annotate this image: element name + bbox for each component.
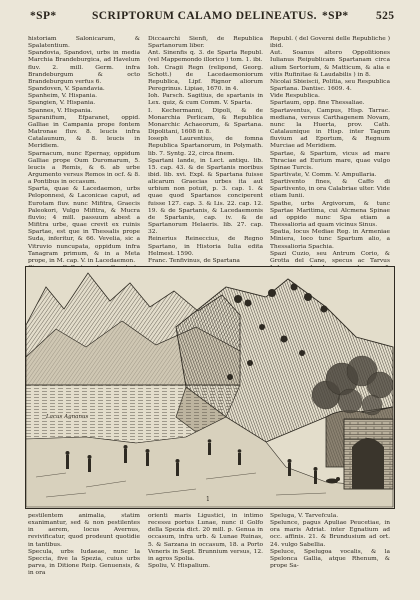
plate-numeral: 1 xyxy=(206,496,210,503)
header-left-mark: *SP* xyxy=(30,10,57,22)
entry-paragraph: Aut. Soanus altero Oppolitiones Iulianus Reipublicam Spartanam circa alium Sertorium, & Matticum, & alia e vitis Rufinitae & Laudabilis ) in 8. xyxy=(270,50,390,78)
header-title: SCRIPTORUM CALAMO DELINEATUS. xyxy=(92,10,317,22)
entry-paragraph: Republ. ( del Governi delle Republiche ) ibid. xyxy=(270,36,390,50)
entry-paragraph: Ant. Sinenfis q. 3. de Sparta Republ. (vel Mappemondo illorico ) tom. 1. ibi. xyxy=(148,50,263,64)
text-column-middle xyxy=(148,36,263,263)
entry-paragraph: Spangien, V. Hispania. xyxy=(28,100,96,107)
entry-paragraph: Spatia, locus Mediae Reg. in Armeniae Miniera, loco tunc Spartum alio, a Thessalioria Spachia. xyxy=(270,229,390,250)
entry-paragraph: I. Kechermanni, Dipoli, & de Monarchia Perlicam, & Republica Monarchic Achaeorum, & Spartana. Dipolitani, 1608 in 8. xyxy=(148,107,263,136)
landscape-engraving xyxy=(26,267,393,507)
text-column-right xyxy=(270,36,390,263)
entry-paragraph: Speluga, V. Tarvefcula. xyxy=(270,513,339,519)
entry-paragraph: Sparnacum, nunc Epernay, oppidum Galliae prope Oum Duromarum, 5. leucis a Remis, & 6. ab urbe Argumento versus Remos in ocf. & 8. a Pontibus in occasum. xyxy=(28,150,140,186)
entry-paragraph: Spoliu, V. Hispalium. xyxy=(148,563,210,570)
entry-paragraph: Spannes, V. Hispania. xyxy=(28,107,93,114)
entry-paragraph: Spandoven, V. Spandavia. xyxy=(28,86,105,93)
entry-paragraph: Spanheim, V. Hispania. xyxy=(28,93,97,100)
running-header xyxy=(0,10,420,26)
entry-paragraph: Sparta, quae & Lacedaemon, urbs Peloponnesi, & Laconicae caput, ad Eurotam fluv. nunc Mifitra, Graecis Paleokori, Vulgo Mifitra, & Mucra fluvio; 4 mill. passuum abest a Mifitra urbe, quae crevit ex ruinis Spartae, est que in Thessalis prope Suda, inferitur, & 66. Vevelia, sic a Vitruvio nuncupata, oppidum infra Tanagram primum, & in a Meta prope, in M. cap. V. in Lacedaemon. xyxy=(28,186,140,264)
entry-paragraph: Ioh. Cragii Regn (relipond, Georg. Schott.) de Lacedaemoniorum Republica, Lipf. Rignor aliorum Peregrinus. Lipiae, 1670. in 4. xyxy=(148,64,263,93)
entry-paragraph: Diccaarchi Sienfi, de Republica Spartanorum liber. xyxy=(148,36,263,50)
entry-paragraph: Nicolai Sbieiscii, Politia, seu Respublica Spartana. Dantisc. 1609. 4. xyxy=(270,78,390,93)
entry-paragraph: Spartaum, opp. fine Thessaliae. xyxy=(270,100,365,107)
entry-paragraph: Spartae, & Spartum, vicus ad mare Thraciae ad Eurium mare, quae vulgo Spinae Turcis. xyxy=(270,150,390,171)
entry-paragraph: Reinerius Reineccius, de Regno Spartano, in Historia Iulia edita Helmest. 1590. xyxy=(148,236,263,257)
stone-portal-icon xyxy=(344,419,393,489)
bottom-column-left xyxy=(28,513,140,589)
entry-paragraph: Spathe, urbs Argivorum, & tunc Spartae Maritima, cui Alcmena Spinae ad oppido nunc Spa etiam a Thessalioria ad quam vicinus Sinus. xyxy=(270,200,390,229)
engraved-illustration xyxy=(25,266,395,509)
entry-paragraph: Spandovia, Spandovi, urbs in media Marchia Brandeburgica, ad Havelum fluv. 2. mill. Germ. infra Brandeburgum & octo Brandeburgum verfus 6. xyxy=(28,50,140,85)
entry-paragraph: Spartaventus, Campus, Hisp. Tarrac. mediana, versus Carthagenem Novam, nunc la Huerta, prov. Cath. Catalaunique in Hisp. inter Tagum fluvium ad Eportum, & Regnum Murciae ad Meridiem. xyxy=(270,107,390,150)
bottom-column-middle xyxy=(148,513,263,589)
page-number: 525 xyxy=(376,10,395,22)
entry-paragraph: Vide Respublica. xyxy=(270,93,320,100)
entry-paragraph: Spelunce, pagus Apuliae Peucetiae, in ora maris Adriat. inter Egnatium ad occ. affinis. 21. & Brundusium ad ort. 24. vulgo Sabellia. xyxy=(270,520,390,548)
entry-paragraph: Spartani lande, in Lect. antiqu. lib. 15. cap. 43. & de Spartanis moribus ibid. lib. xvi. Expl. & Spartana fuisse alicarum Graecias urbes ita aut urbium non potuit, p. 3. cap. 1. & quae quod Spartanos conciperent fuisse 127. cap. 3. & Lis. 22. cap. 12. 19. & de Spartanis, & Lacedaemonis de Spartanis, cap. iv. & de Spartanorum Helaeris. lib. 27. cap. 32. xyxy=(148,157,263,236)
header-right-mark: *SP* xyxy=(322,10,349,22)
entry-paragraph: orienti maris Ligustici, in intimo recessu portus Lunae, nunc il Golfo della Spezia dict. 20 mill. p. Genua in occasum, infra urb. & Lunae Ruinas, 5. & Sarzana in occasum, 18. a Porto Veneris in Sept. Brunnium versus, 12. in agros Spolia. xyxy=(148,513,263,562)
entry-paragraph: Sparanifium, Efparanet, oppid. Galliae in Campania prope fontem Matronae fluv. 8. leucis infra Catalaunum, & 8. leucis in Meridiem. xyxy=(28,114,140,150)
entry-paragraph: Ioseph Laurentius, de fomna Republica Spartanorum, in Polymath. lib. 7. Syntg. 22, circa finem. xyxy=(148,136,263,157)
entry-paragraph: Specula, urbs Iudaeae, nunc la Speccia, five la Spezia, cuius urbs parva, in Ditione Reip. Genuensis, & in ora xyxy=(28,548,140,577)
text-column-left xyxy=(28,36,140,263)
entry-paragraph: pestilentem animalia, statim exanimantur, sed & non pestilentes in aerem, locus Avernus, revivificatur, quod prodeunt quotidie in tantibus. xyxy=(28,513,140,548)
entry-paragraph: historiam Salonicarum, & Spalatentium. xyxy=(28,36,140,50)
entry-paragraph: Spartivento fines, & Caffo di Spartivento, in ora Calabriae ulter. Vide etiam Iunii. xyxy=(270,179,390,200)
entry-paragraph: Franc. Tenfivinus, de Spartana xyxy=(148,257,240,264)
entry-paragraph: Spartivate, V. Comm. V. Ampullaria. xyxy=(270,171,377,178)
entry-paragraph: Ioh. Parsch. Sagitius, de spartanis in Lex. quiz, & cum Comm. V. Sparta. xyxy=(148,93,263,107)
lake-caption: Lacus Agnanus xyxy=(46,414,89,420)
entry-paragraph: Spazi Cuzio, seu Antrum Corio, & Grotta del Cane, specus ac Tarvus xyxy=(270,250,390,264)
entry-paragraph: Speluce, Spelugoa vocalis, & la Spelonca Gallia, atque Rhenum, & prope Sa- xyxy=(270,548,390,570)
bottom-column-right xyxy=(270,513,390,589)
